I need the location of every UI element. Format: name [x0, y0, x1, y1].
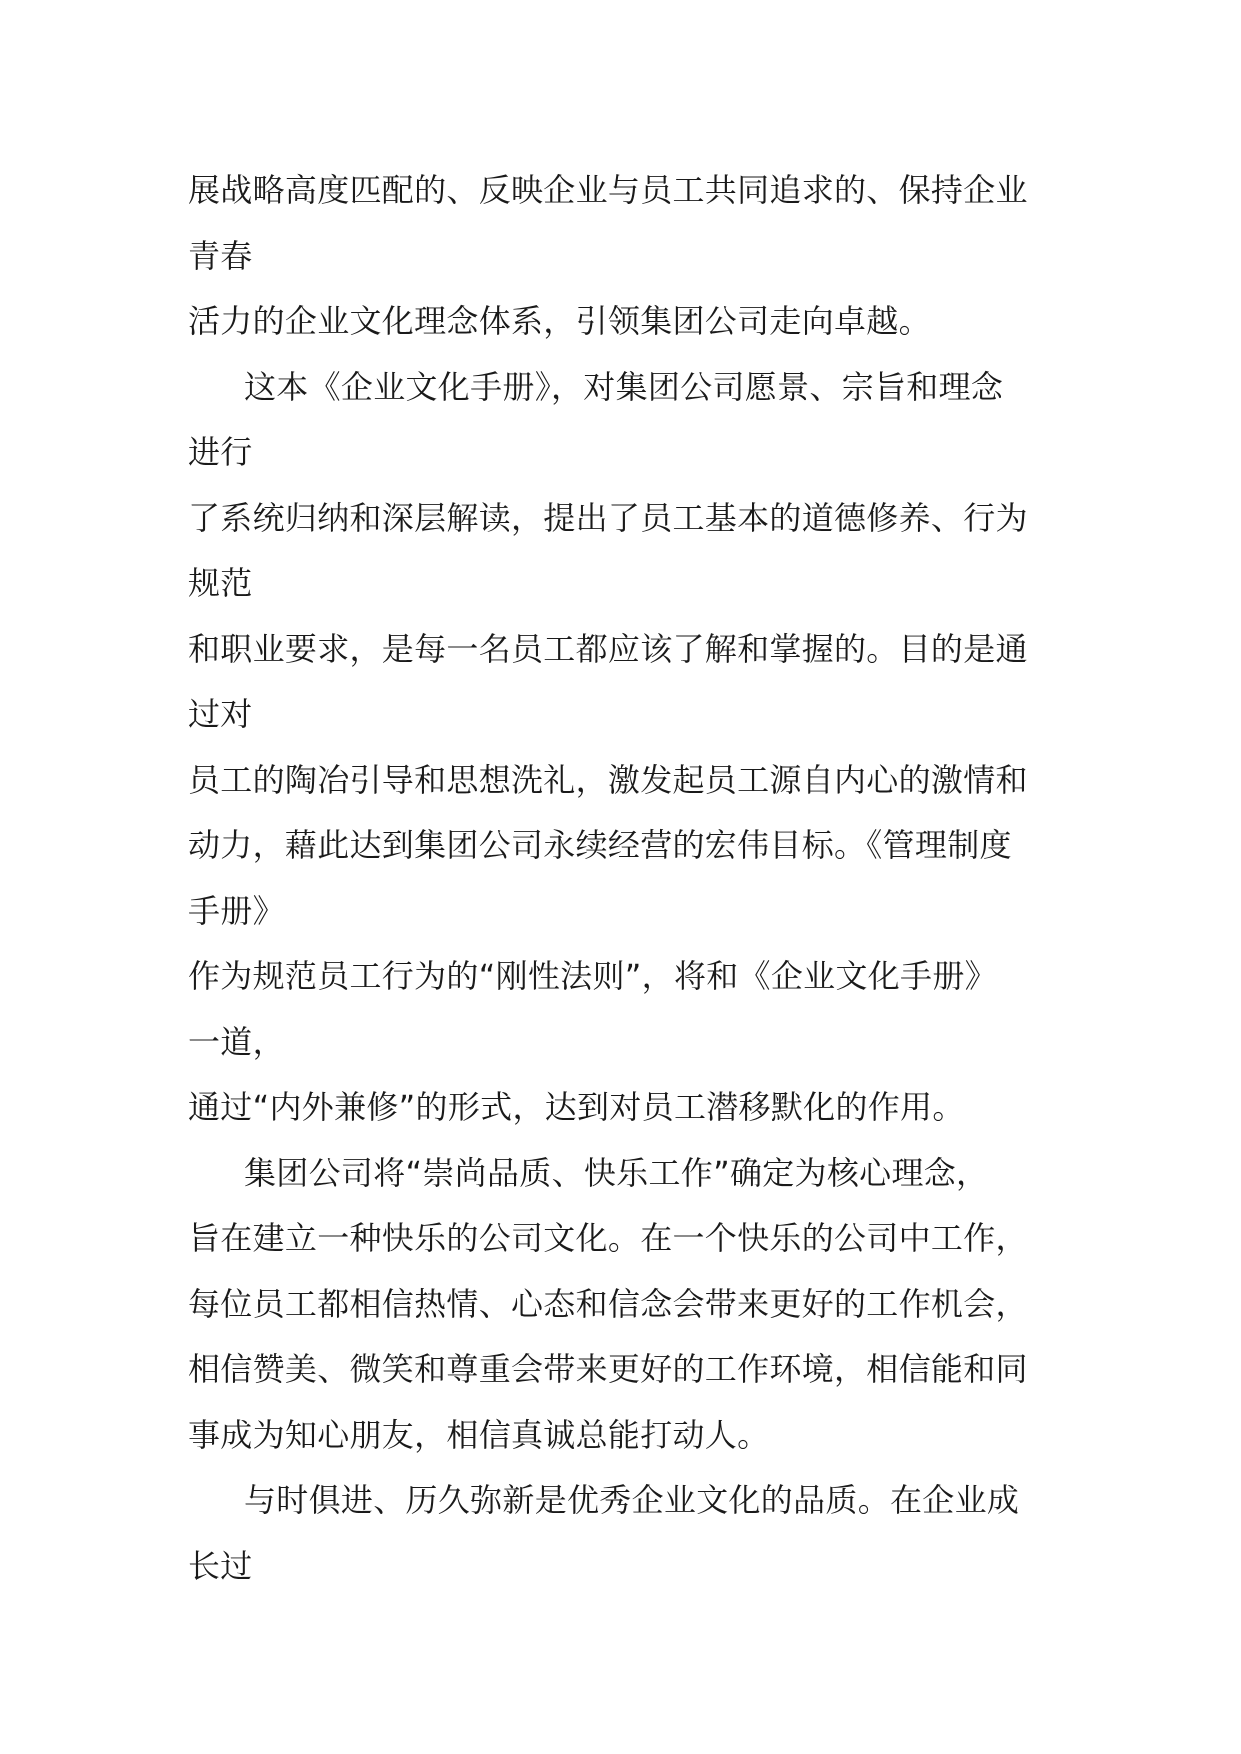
text-line: 进行 [188, 433, 253, 471]
text-line: 相信赞美、微笑和尊重会带来更好的工作环境，相信能和同 [188, 1350, 1028, 1388]
text-line: 旨在建立一种快乐的公司文化。在一个快乐的公司中工作， [188, 1219, 1028, 1257]
paragraph-first-line: 与时俱进、历久弥新是优秀企业文化的品质。在企业成 [244, 1481, 1020, 1519]
text-line: 一道， [188, 1022, 285, 1061]
text-line: 每位员工都相信热情、心态和信念会带来更好的工作机会， [188, 1284, 1028, 1323]
text-line: 规范 [188, 564, 253, 602]
text-line: 长过 [188, 1546, 253, 1585]
paragraph-first-line: 这本《企业文化手册》，对集团公司愿景、宗旨和理念 [244, 367, 1004, 406]
text-line: 作为规范员工行为的“刚性法则”，将和《企业文化手册》 [188, 957, 997, 995]
text-line: 手册》 [188, 891, 285, 930]
text-line: 青春 [188, 236, 253, 275]
text-line: 过对 [188, 695, 253, 733]
text-line: 动力，藉此达到集团公司永续经营的宏伟目标。《管理制度 [188, 826, 1012, 864]
paragraph-first-line: 集团公司将“崇尚品质、快乐工作”确定为核心理念， [244, 1153, 989, 1192]
text-line: 事成为知心朋友，相信真诚总能打动人。 [188, 1415, 770, 1454]
text-line: 和职业要求，是每一名员工都应该了解和掌握的。目的是通 [188, 629, 1028, 668]
text-line: 通过“内外兼修”的形式，达到对员工潜移默化的作用。 [188, 1088, 965, 1126]
text-line: 活力的企业文化理念体系，引领集团公司走向卓越。 [188, 302, 931, 340]
body-text [188, 158, 1068, 1599]
text-line: 了系统归纳和深层解读，提出了员工基本的道德修养、行为 [188, 498, 1028, 537]
text-line: 展战略高度匹配的、反映企业与员工共同追求的、保持企业 [188, 171, 1028, 209]
text-line: 员工的陶冶引导和思想洗礼，激发起员工源自内心的激情和 [188, 760, 1028, 799]
